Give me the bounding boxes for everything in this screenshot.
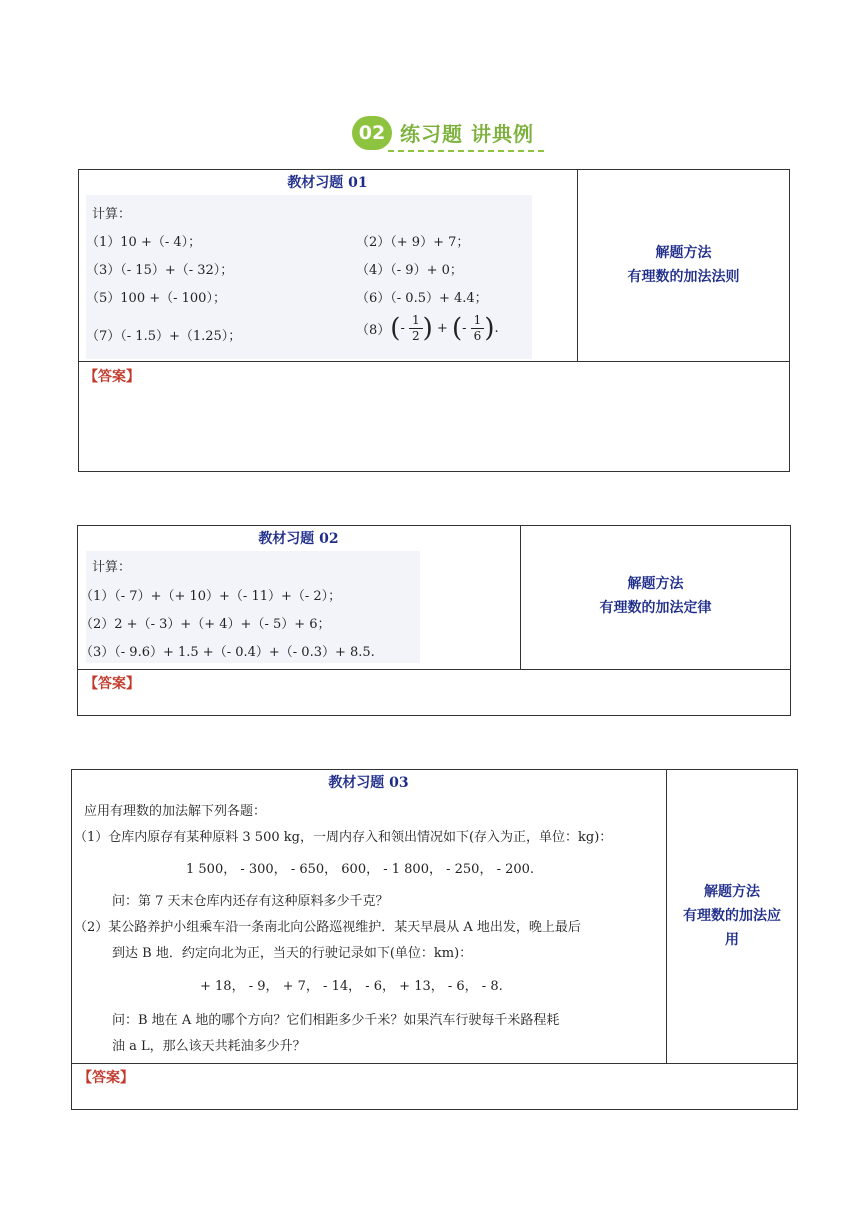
fraction-1: [409, 313, 423, 344]
section-header: [352, 112, 552, 156]
problem-2-title: 教材习题 02: [258, 531, 339, 547]
item-8-label: （8）: [356, 323, 391, 338]
denominator: 6: [473, 329, 482, 343]
problem-2-method: [520, 572, 791, 620]
section-number-badge: 02: [352, 116, 392, 150]
problem-3-q2-line-1: （2）某公路养护小组乘车沿一条南北向公路巡视维护．某天早晨从 A 地出发，晚上最后: [74, 920, 581, 935]
section-title-underline: [388, 150, 544, 152]
problem-3-method: [666, 880, 798, 952]
problem-1-item-5: （5）100 +（- 100）；: [86, 291, 226, 306]
plus-sign: +: [436, 321, 448, 336]
method-title: 解题方法: [655, 245, 712, 261]
problem-2-item-1: （1）（- 7）+（+ 10）+（- 11）+（- 2）；: [80, 589, 342, 604]
problem-2-answer-divider: [77, 669, 791, 670]
method-text: 有理数的加法定律: [599, 600, 712, 616]
method-text: 有理数的加法法则: [627, 269, 740, 285]
problem-1-method: [577, 241, 790, 289]
numerator: 1: [471, 313, 485, 329]
period: .: [494, 321, 499, 336]
problem-1-item-1: （1）10 +（- 4）；: [86, 235, 202, 250]
problem-1-item-8: [356, 313, 499, 344]
problem-1-answer-label: 【答案】: [84, 369, 140, 385]
problem-3-q2-line-2: 到达 B 地．约定向北为正，当天的行驶记录如下(单位：km)：: [112, 946, 473, 961]
problem-1-item-2: （2）（+ 9）+ 7；: [356, 235, 470, 250]
problem-3-answer-label: 【答案】: [78, 1070, 134, 1086]
problem-3-q1-ask: 问：第 7 天末仓库内还存有这种原料多少千克？: [112, 894, 389, 909]
denominator: 2: [411, 329, 420, 343]
minus-sign: -: [400, 321, 405, 336]
fraction-2: [471, 313, 485, 344]
minus-sign: -: [462, 321, 467, 336]
paren-open: (: [390, 313, 401, 344]
paren-close: ): [422, 313, 433, 344]
problem-1-item-3: （3）（- 15）+（- 32）；: [86, 263, 234, 278]
problem-2-answer-label: 【答案】: [84, 676, 140, 692]
problem-2-item-3: （3）（- 9.6）+ 1.5 +（- 0.4）+（- 0.3）+ 8.5.: [80, 645, 375, 660]
paren-open: (: [451, 313, 463, 344]
problem-2-item-2: （2）2 +（- 3）+（+ 4）+（- 5）+ 6；: [80, 617, 331, 632]
problem-1-title: 教材习题 01: [287, 175, 368, 191]
section-title: 练习题 讲典例: [400, 122, 534, 146]
problem-3-q2-ask-line-1: 问：B 地在 A 地的哪个方向？它们相距多少千米？如果汽车行驶每千米路程耗: [112, 1013, 560, 1028]
numerator: 1: [409, 313, 423, 329]
problem-1-answer-divider: [78, 361, 790, 362]
problem-3-q2-data: + 18， - 9， + 7， - 14， - 6， + 13， - 6， - 8.: [200, 979, 503, 994]
problem-3-q2-ask-line-2: 油 a L，那么该天共耗油多少升？: [112, 1039, 306, 1054]
method-title: 解题方法: [627, 576, 684, 592]
problem-2-intro: 计算：: [92, 560, 132, 575]
problem-3-answer-divider: [71, 1063, 798, 1064]
problem-1-item-7: （7）（- 1.5）+（1.25）；: [86, 329, 242, 344]
problem-3-title: 教材习题 03: [328, 775, 409, 791]
paren-close: ): [484, 313, 495, 344]
problem-3-q1-data: 1 500， - 300， - 650， 600， - 1 800， - 250， - 200.: [186, 862, 535, 877]
problem-1-intro: 计算：: [92, 207, 132, 222]
problem-3-intro: 应用有理数的加法解下列各题：: [84, 804, 267, 819]
method-title: 解题方法: [704, 884, 760, 900]
method-text-line-1: 有理数的加法应: [683, 908, 781, 924]
problem-3-q1: （1）仓库内原存有某种原料 3 500 kg，一周内存入和领出情况如下(存入为正，单位：kg)：: [74, 830, 613, 845]
problem-1-item-6: （6）（- 0.5）+ 4.4；: [356, 291, 488, 306]
problem-1-item-4: （4）（- 9）+ 0；: [356, 263, 463, 278]
method-text-line-2: 用: [725, 932, 739, 948]
